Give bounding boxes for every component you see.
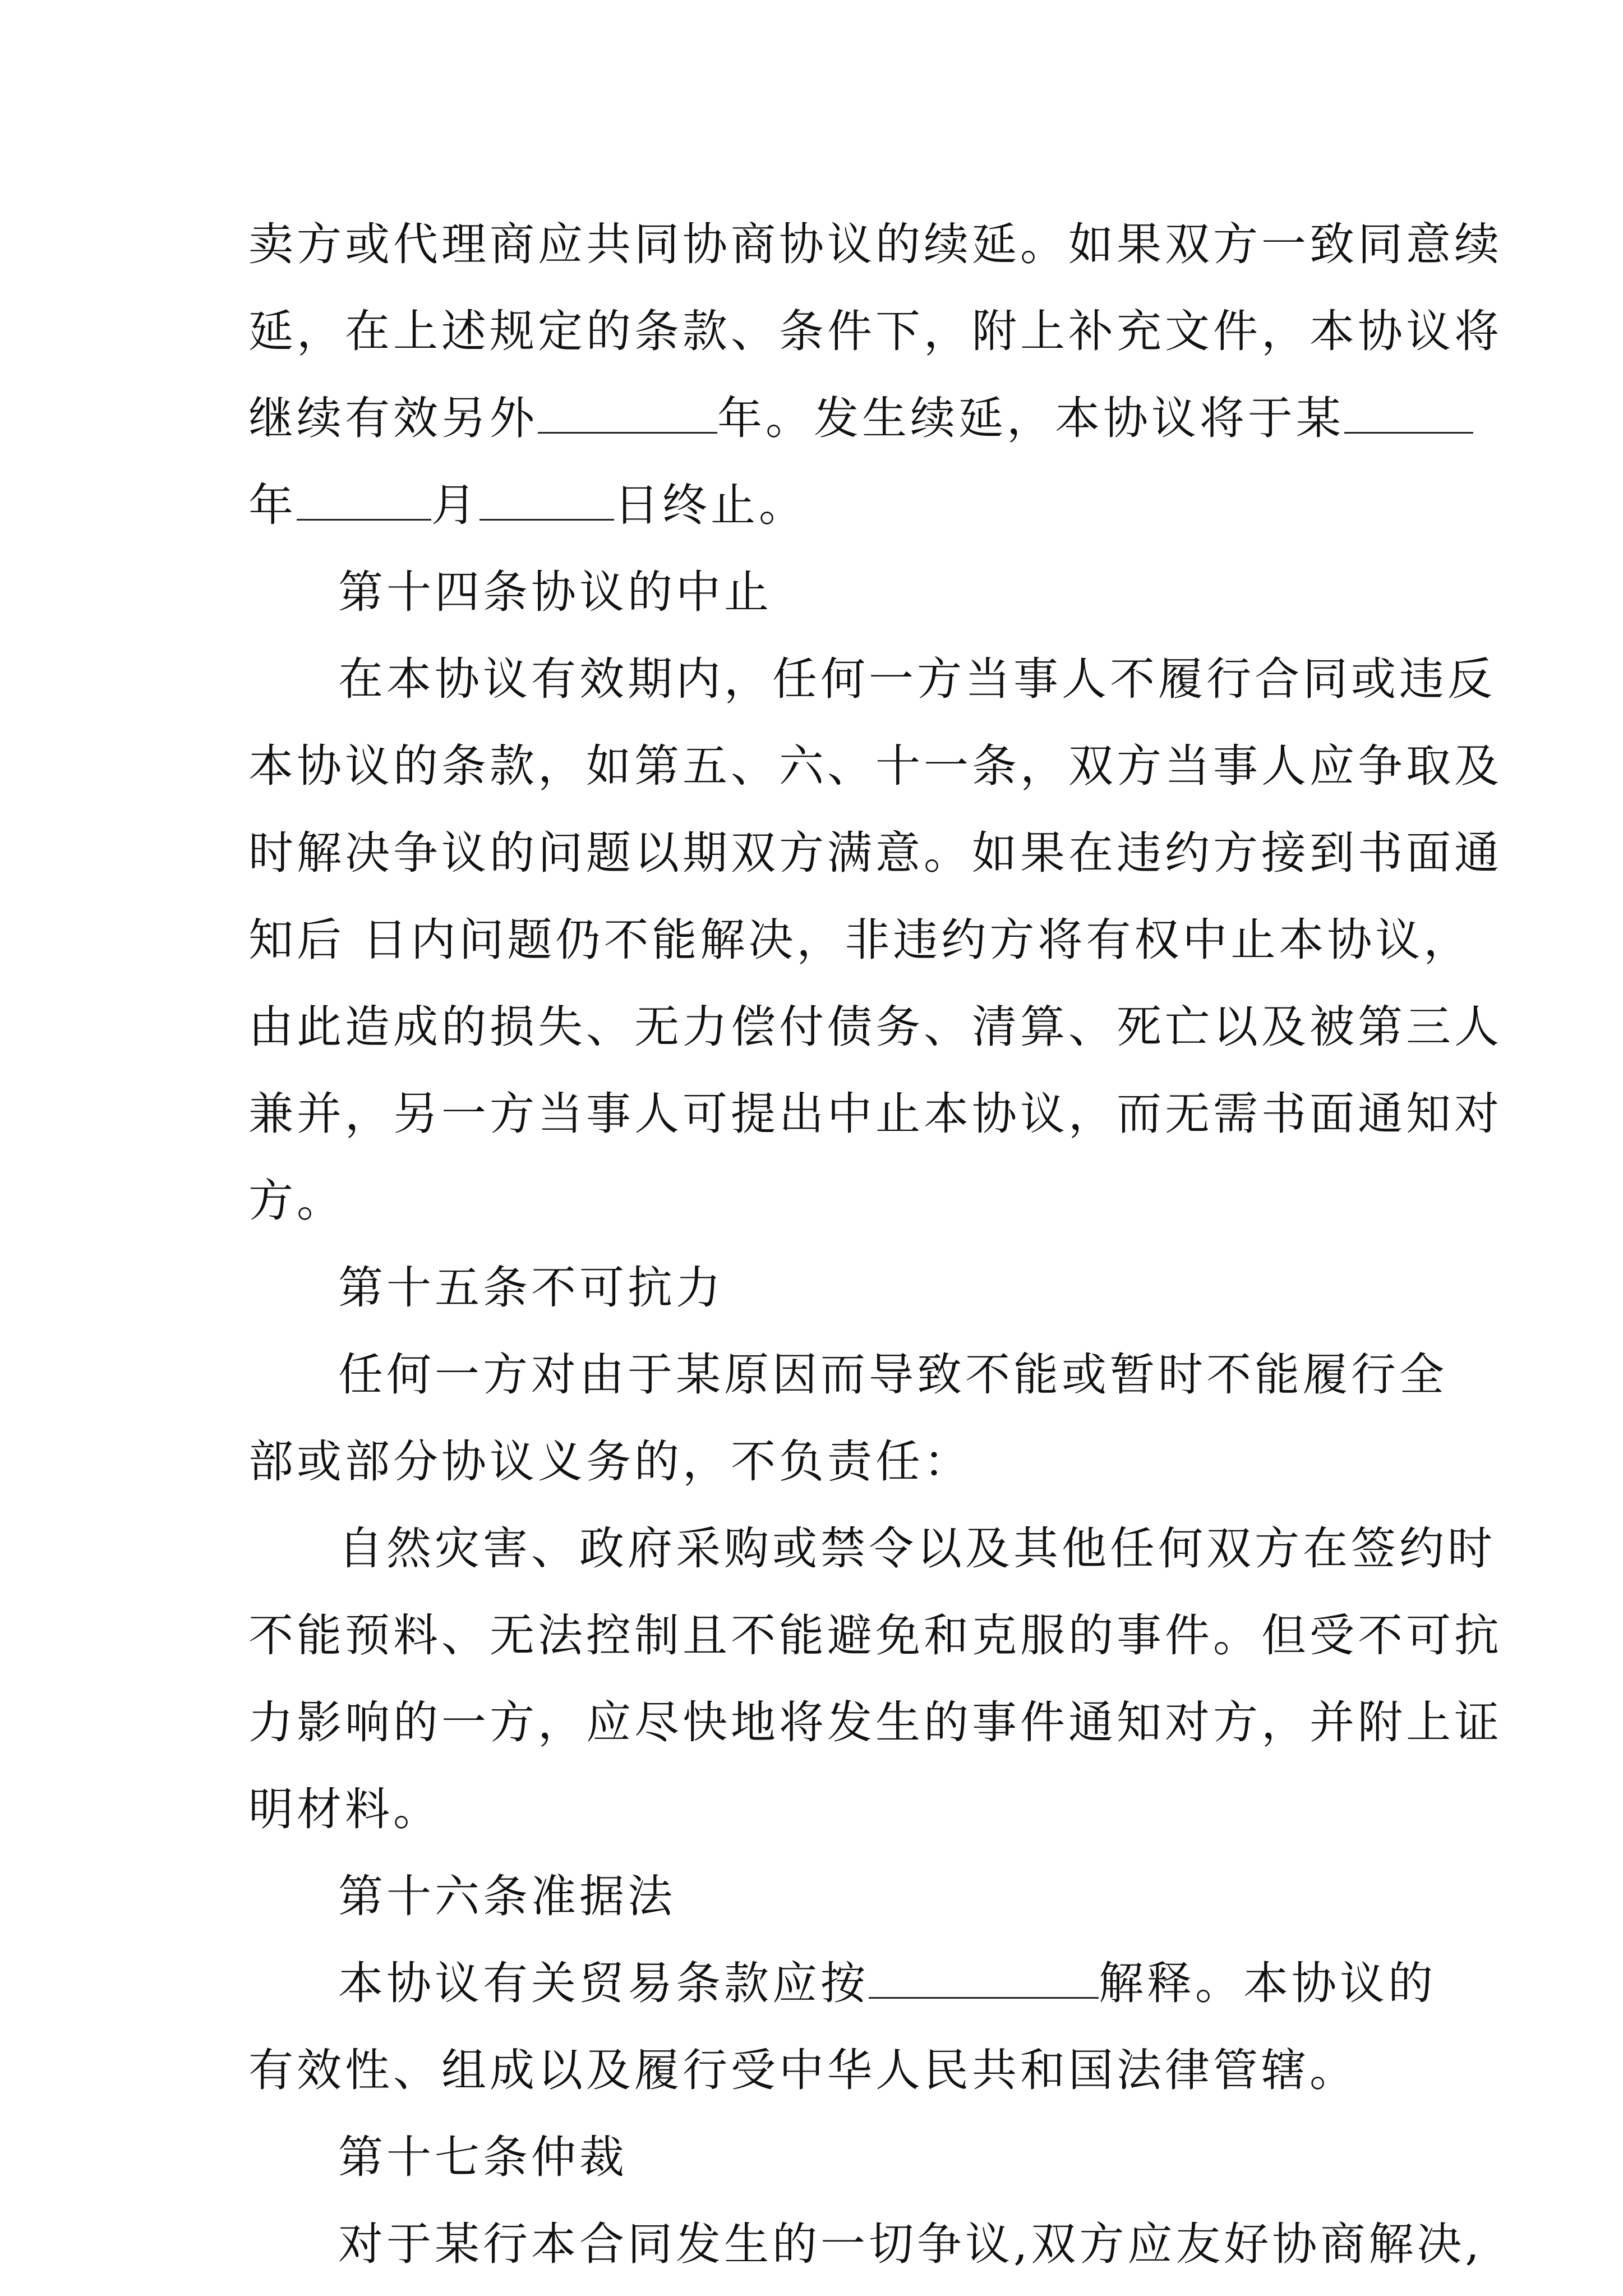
text-line [248,375,1378,462]
text-line: 由此造成的损失、无力偿付债务、清算、死亡以及被第三人 [248,1001,1502,1053]
text-segment: 继续有效另外 [248,392,538,444]
text-line: 本协议的条款，如第五、六、十一条，双方当事人应争取及 [248,740,1502,792]
fill-blank-year [1344,393,1473,434]
text-line: 延，在上述规定的条款、条件下，附上补充文件，本协议将 [248,305,1502,357]
text-line: 部或部分协议义务的，不负责任： [248,1435,972,1488]
fill-blank-day [479,480,614,521]
text-segment: 解释。本协议的 [1099,1957,1436,2009]
text-line: 不能预料、无法控制且不能避免和克服的事件。但受不可抗 [248,1609,1502,1662]
text-line [248,1940,1436,2027]
text-line: 力影响的一方，应尽快地将发生的事件通知对方，并附上证 [248,1696,1502,1749]
text-line: 知后 日内问题仍不能解决，非违约方将有权中止本协议， [248,914,1472,966]
text-segment: 年。发生续延，本协议将于某 [717,392,1344,444]
section-heading-14: 第十四条协议的中止 [338,566,772,618]
text-segment: 月 [431,479,479,531]
text-line: 兼并，另一方当事人可提出中止本协议，而无需书面通知对 [248,1088,1502,1140]
text-line [248,462,1378,549]
text-segment: 年 [248,479,297,531]
section-heading-16: 第十六条准据法 [338,1870,676,1922]
text-segment: 本协议有关贸易条款应按 [338,1957,869,2009]
text-line: 在本协议有效期内，任何一方当事人不履行合同或违反 [338,653,1496,705]
contract-text [248,201,1502,2288]
text-line: 卖方或代理商应共同协商协议的续延。如果双方一致同意续 [248,218,1502,270]
fill-blank-month [297,480,431,521]
fill-blank-years [538,393,717,434]
text-line: 有效性、组成以及履行受中华人民共和国法律管辖。 [248,2044,1358,2096]
text-line: 任何一方对由于某原因而导致不能或暂时不能履行全 [338,1349,1447,1401]
text-line: 自然灾害、政府采购或禁令以及其他任何双方在签约时 [338,1522,1496,1575]
text-line: 明材料。 [248,1783,441,1835]
text-segment: 日终止。 [614,479,807,531]
text-line: 方。 [248,1175,345,1227]
fill-blank-law [869,1958,1099,1999]
text-line: 时解决争议的问题以期双方满意。如果在违约方接到书面通 [248,827,1502,879]
section-heading-17: 第十七条仲裁 [338,2131,628,2183]
text-line: 对于某行本合同发生的一切争议,双方应友好协商解决, [338,2218,1483,2270]
section-heading-15: 第十五条不可抗力 [338,1262,724,1314]
